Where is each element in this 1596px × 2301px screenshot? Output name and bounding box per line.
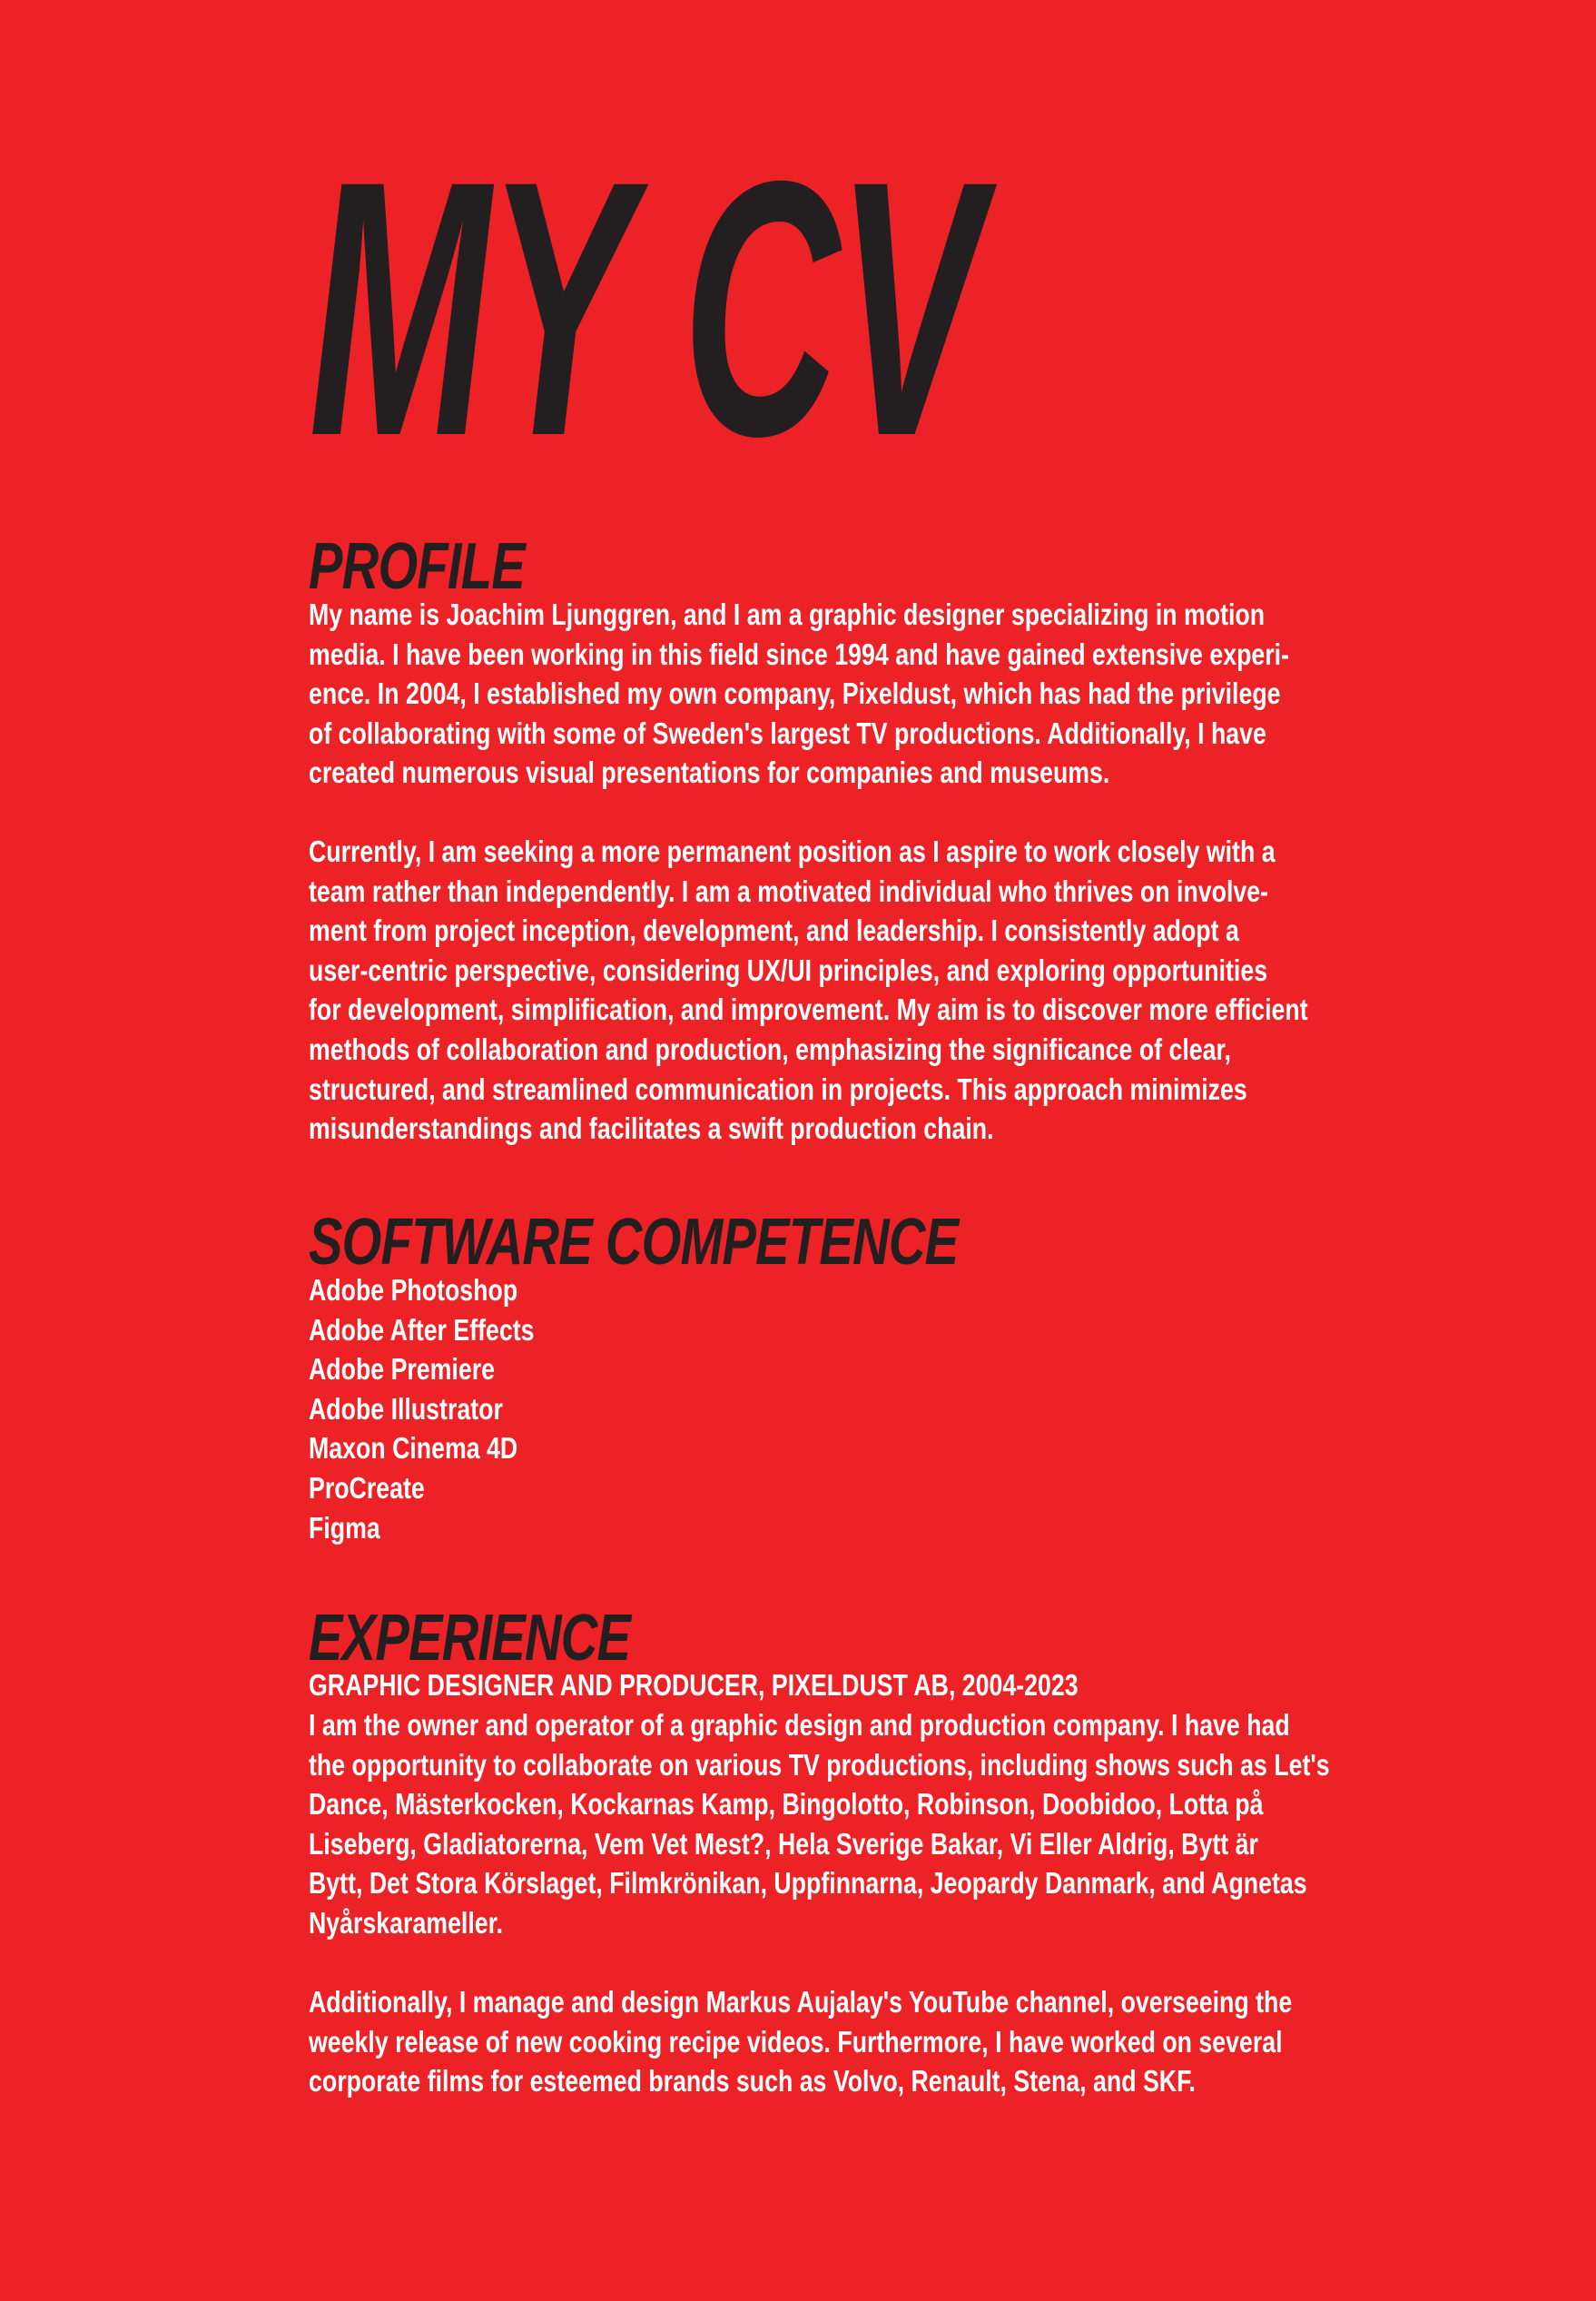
text-line: media. I have been working in this field since 1994 and have gained extensive experi- — [309, 637, 1289, 671]
profile-paragraph-1 — [309, 595, 1289, 793]
text-line: the opportunity to collaborate on various TV productions, including shows such as Let's — [309, 1747, 1330, 1782]
text-line: created numerous visual presentations for companies and museums. — [309, 755, 1110, 790]
profile-paragraph-2 — [309, 832, 1308, 1149]
software-item: Adobe Premiere — [309, 1352, 496, 1387]
text-line: user-centric perspective, considering UX/UI principles, and exploring opportunities — [309, 953, 1268, 987]
text-line: team rather than independently. I am a motivated individual who thrives on involve- — [309, 874, 1269, 908]
page-title: MY CV — [309, 105, 979, 511]
software-item: Figma — [309, 1510, 380, 1545]
text-line: ence. In 2004, I established my own company, Pixeldust, which has had the privilege — [309, 676, 1281, 711]
software-item: Adobe Photoshop — [309, 1273, 518, 1307]
text-line: Additionally, I manage and design Markus Aujalay's YouTube channel, overseeing the — [309, 1985, 1293, 2019]
text-line: Bytt, Det Stora Körslaget, Filmkrönikan, Uppfinnarna, Jeopardy Danmark, and Agnetas — [309, 1866, 1307, 1901]
software-item: ProCreate — [309, 1470, 425, 1505]
text-line: of collaborating with some of Sweden's largest TV productions. Additionally, I have — [309, 716, 1266, 750]
software-heading: SOFTWARE COMPETENCE — [309, 1206, 959, 1279]
text-line: I am the owner and operator of a graphic design and production company. I have had — [309, 1708, 1290, 1742]
text-line: methods of collaboration and production, emphasizing the significance of clear, — [309, 1032, 1231, 1066]
text-line: for development, simplification, and improvement. My aim is to discover more efficient — [309, 992, 1308, 1027]
experience-paragraph-1 — [309, 1705, 1330, 1943]
profile-heading: PROFILE — [309, 530, 525, 603]
software-item: Maxon Cinema 4D — [309, 1431, 518, 1466]
text-line: structured, and streamlined communication in projects. This approach minimizes — [309, 1071, 1247, 1106]
software-list — [309, 1270, 535, 1547]
text-line: Currently, I am seeking a more permanent position as I aspire to work closely with a — [309, 834, 1276, 868]
software-item: Adobe After Effects — [309, 1312, 535, 1347]
experience-role: GRAPHIC DESIGNER AND PRODUCER, PIXELDUST AB, 2004-2023 — [309, 1668, 1079, 1702]
text-line: Dance, Mästerkocken, Kockarnas Kamp, Bingolotto, Robinson, Doobidoo, Lotta på — [309, 1787, 1264, 1822]
text-line: My name is Joachim Ljunggren, and I am a graphic designer specializing in motion — [309, 597, 1266, 631]
text-line: misunderstandings and facilitates a swift production chain. — [309, 1111, 994, 1146]
text-line: ment from project inception, development, and leadership. I consistently adopt a — [309, 913, 1239, 948]
text-line: Nyårskarameller. — [309, 1905, 504, 1940]
text-line: weekly release of new cooking recipe videos. Furthermore, I have worked on several — [309, 2024, 1283, 2059]
experience-heading: EXPERIENCE — [309, 1602, 631, 1674]
text-line: Liseberg, Gladiatorerna, Vem Vet Mest?, Hela Sverige Bakar, Vi Eller Aldrig, Bytt är — [309, 1826, 1258, 1861]
experience-paragraph-2 — [309, 1982, 1292, 2101]
text-line: corporate films for esteemed brands such as Volvo, Renault, Stena, and SKF. — [309, 2064, 1196, 2099]
software-item: Adobe Illustrator — [309, 1391, 503, 1426]
